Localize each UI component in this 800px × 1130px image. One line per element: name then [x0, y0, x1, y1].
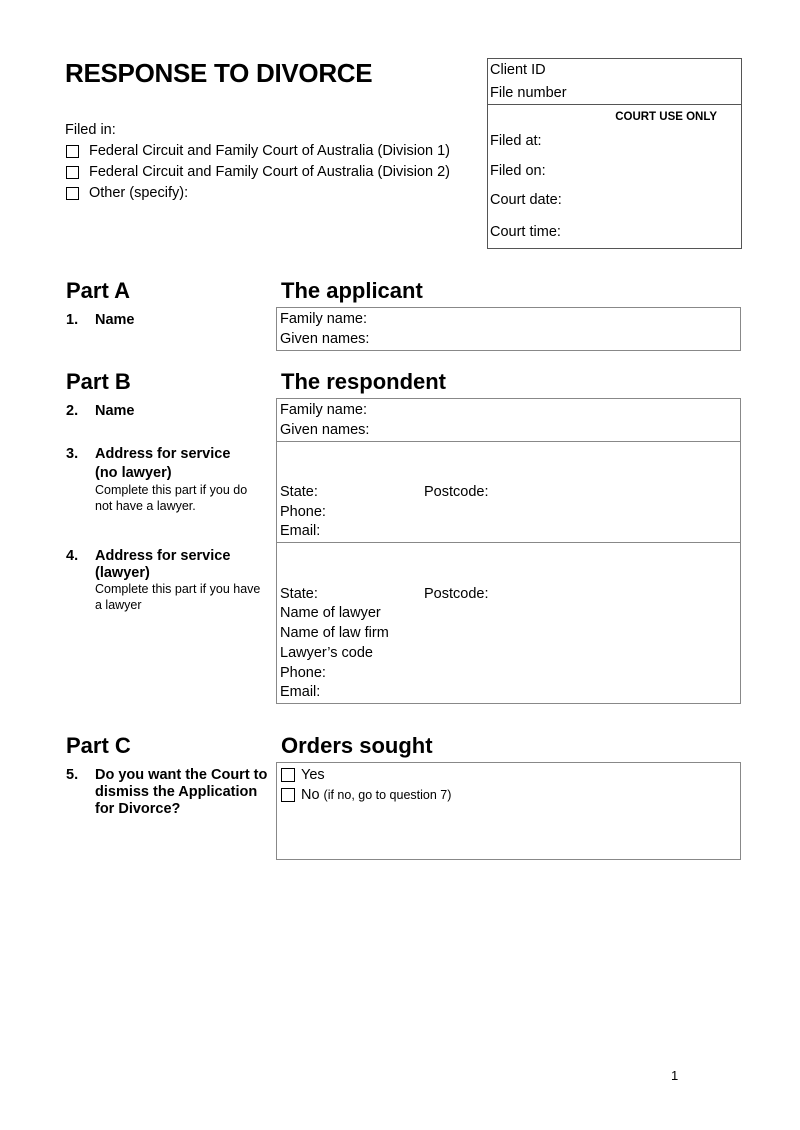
option-label: Other (specify):: [89, 185, 189, 201]
option-label: No: [301, 787, 320, 803]
part-c-heading: Orders sought: [281, 733, 433, 758]
part-b-label: Part B: [66, 369, 131, 394]
email-field[interactable]: Email:: [280, 684, 321, 700]
state-field[interactable]: State:: [280, 586, 318, 602]
option-label: Federal Circuit and Family Court of Australia (Division 2): [89, 164, 451, 180]
orders-sought-box: [276, 762, 741, 860]
filed-in-option-division-1[interactable]: [66, 143, 450, 159]
phone-field[interactable]: Phone:: [280, 504, 326, 520]
option-label: Federal Circuit and Family Court of Australia (Division 1): [89, 143, 451, 159]
state-field[interactable]: State:: [280, 484, 318, 500]
checkbox[interactable]: [66, 166, 79, 179]
question-label: Address for service (no lawyer): [95, 446, 231, 481]
court-use-only-label: COURT USE ONLY: [615, 111, 717, 123]
question-number: 4.: [66, 548, 79, 564]
part-a-label: Part A: [66, 278, 130, 303]
filed-in-label: Filed in:: [65, 122, 116, 138]
divider: [276, 441, 741, 442]
filed-at-field: Filed at:: [490, 133, 542, 149]
question-number: 1.: [66, 312, 79, 328]
applicant-family-name-field[interactable]: Family name:: [280, 311, 368, 327]
question-label: Name: [95, 312, 135, 328]
postcode-field[interactable]: Postcode:: [424, 484, 489, 500]
law-firm-field[interactable]: Name of law firm: [280, 625, 389, 641]
lawyer-code-field[interactable]: Lawyer’s code: [280, 645, 373, 661]
respondent-given-names-field[interactable]: Given names:: [280, 422, 370, 438]
part-c-label: Part C: [66, 733, 131, 758]
court-use-box: [487, 58, 742, 249]
page-number: 1: [671, 1068, 679, 1083]
option-label: Yes: [301, 767, 325, 783]
question-label: Do you want the Court to dismiss the Application for Divorce?: [95, 767, 268, 817]
page-title: RESPONSE TO DIVORCE: [65, 58, 373, 88]
option-note: (if no, go to question 7): [323, 788, 452, 802]
checkbox[interactable]: [281, 788, 295, 802]
file-number-field[interactable]: File number: [490, 85, 567, 101]
filed-in-option-other[interactable]: [66, 185, 188, 201]
filed-on-field: Filed on:: [490, 163, 546, 179]
question-number: 5.: [66, 767, 79, 783]
postcode-field[interactable]: Postcode:: [424, 586, 489, 602]
dismiss-option-yes[interactable]: [281, 767, 325, 783]
dismiss-option-no[interactable]: [281, 787, 451, 803]
lawyer-name-field[interactable]: Name of lawyer: [280, 605, 381, 621]
divider: [276, 542, 741, 543]
question-label: Name: [95, 403, 135, 419]
part-b-heading: The respondent: [281, 369, 447, 394]
phone-field[interactable]: Phone:: [280, 665, 326, 681]
checkbox[interactable]: [281, 768, 295, 782]
applicant-given-names-field[interactable]: Given names:: [280, 331, 370, 347]
checkbox[interactable]: [66, 145, 79, 158]
question-number: 3.: [66, 446, 79, 462]
part-a-heading: The applicant: [281, 278, 423, 303]
question-number: 2.: [66, 403, 79, 419]
respondent-family-name-field[interactable]: Family name:: [280, 402, 368, 418]
email-field[interactable]: Email:: [280, 523, 321, 539]
question-help: Complete this part if you do not have a lawyer.: [95, 483, 248, 513]
court-date-field: Court date:: [490, 192, 562, 208]
court-time-field: Court time:: [490, 224, 561, 240]
filed-in-option-division-2[interactable]: [66, 164, 450, 180]
question-help: Complete this part if you have a lawyer: [95, 582, 261, 612]
client-id-field[interactable]: Client ID: [490, 62, 546, 78]
checkbox[interactable]: [66, 187, 79, 200]
question-label: Address for service (lawyer): [95, 548, 231, 581]
divider: [488, 104, 741, 105]
